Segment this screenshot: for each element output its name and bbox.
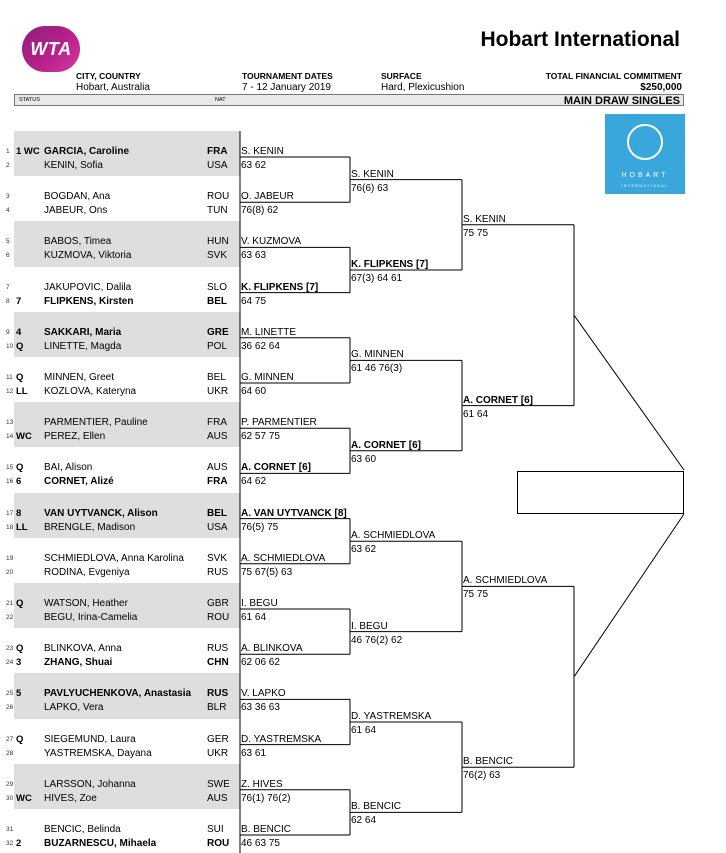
winner-name: A. VAN UYTVANCK [8] [241, 507, 347, 519]
player-nationality: GBR [207, 598, 229, 609]
player-nationality: AUS [207, 462, 228, 474]
player-name: JABEUR, Ons [44, 205, 108, 217]
winner-name: I. BEGU [351, 620, 388, 632]
draw-position: 18 [6, 523, 14, 531]
draw-position: 5 [6, 238, 10, 246]
player-name: BEGU, Irina-Camelia [44, 612, 138, 623]
match-score: 63 62 [351, 544, 377, 556]
player-nationality: SUI [207, 824, 224, 835]
entry-status: Q [16, 462, 24, 474]
player-nationality: UKR [207, 386, 229, 397]
dates-value: 7 - 12 January 2019 [242, 82, 331, 93]
match-score: 63 61 [241, 747, 267, 759]
dates-label: TOURNAMENT DATES [242, 71, 333, 81]
draw-position: 13 [6, 419, 14, 427]
player-name: YASTREMSKA, Dayana [44, 747, 152, 759]
match-score: 64 62 [241, 476, 267, 488]
winner-name: V. KUZMOVA [241, 236, 302, 248]
entry-status: LL [16, 521, 28, 533]
match-score: 67(3) 64 61 [351, 273, 403, 284]
winner-name: A. SCHMIEDLOVA [241, 552, 326, 564]
player-name: LAPKO, Vera [44, 702, 104, 714]
surface-value: Hard, Plexicushion [381, 82, 465, 93]
surface-label: SURFACE [381, 71, 422, 81]
entry-status: 2 [16, 838, 22, 849]
draw-position: 7 [6, 283, 10, 291]
city-label: CITY, COUNTRY [76, 71, 141, 81]
player-nationality: FRA [207, 476, 228, 488]
winner-name: A. CORNET [6] [351, 439, 421, 451]
player-name: GARCIA, Caroline [44, 146, 130, 157]
player-name: PAVLYUCHENKOVA, Anastasia [44, 688, 192, 700]
draw-position: 21 [6, 600, 14, 607]
player-nationality: SWE [207, 778, 230, 790]
player-nationality: ROU [207, 838, 230, 849]
winner-name: D. YASTREMSKA [351, 711, 432, 722]
entry-status: 4 [16, 326, 22, 338]
entry-status: LL [16, 386, 28, 397]
winner-name: V. LAPKO [241, 688, 286, 700]
match-score: 76(2) 63 [463, 770, 501, 782]
winner-name: S. KENIN [351, 168, 394, 180]
player-nationality: TUN [207, 205, 228, 217]
player-name: BABOS, Timea [44, 236, 112, 248]
player-nationality: HUN [207, 236, 229, 248]
draw-position: 16 [6, 478, 14, 486]
match-score: 46 76(2) 62 [351, 634, 403, 646]
match-score: 62 06 62 [241, 657, 280, 669]
entry-status: 8 [16, 507, 22, 519]
winner-name: B. BENCIC [351, 801, 402, 813]
tournament-title: Hobart International [480, 28, 680, 51]
player-name: HIVES, Zoe [44, 792, 97, 804]
wta-logo: WTA [22, 26, 80, 72]
player-nationality: BEL [207, 507, 227, 519]
winner-name: K. FLIPKENS [7] [351, 259, 429, 270]
draw-position: 27 [6, 735, 14, 743]
entry-status: WC [16, 431, 32, 443]
match-score: 63 36 63 [241, 702, 280, 714]
draw-position: 19 [6, 554, 14, 562]
draw-position: 30 [6, 794, 14, 802]
player-nationality: POL [207, 340, 228, 352]
match-score: 61 64 [351, 725, 377, 736]
player-nationality: FRA [207, 417, 227, 429]
city-value: Hobart, Australia [76, 82, 150, 93]
draw-position: 8 [6, 297, 10, 305]
winner-name: A. CORNET [6] [241, 462, 311, 474]
draw-position: 4 [6, 207, 10, 215]
player-nationality: RUS [207, 566, 229, 578]
entry-status: 7 [16, 295, 22, 307]
entry-status: Q [16, 340, 24, 352]
draw-position: 28 [6, 749, 14, 757]
player-nationality: BEL [207, 372, 226, 383]
match-score: 61 64 [463, 408, 489, 420]
draw-position: 2 [6, 162, 10, 169]
match-score: 75 67(5) 63 [241, 566, 293, 578]
winner-name: G. MINNEN [351, 349, 404, 361]
player-nationality: USA [207, 521, 228, 533]
winner-name: G. MINNEN [241, 372, 294, 383]
player-name: BENCIC, Belinda [44, 824, 121, 835]
player-nationality: AUS [207, 431, 228, 443]
entry-status: 3 [16, 657, 22, 669]
draw-position: 24 [6, 659, 14, 667]
winner-name: B. BENCIC [241, 824, 292, 835]
entry-status: Q [16, 598, 24, 609]
match-score: 61 46 76(3) [351, 363, 403, 375]
match-score: 76(6) 63 [351, 182, 389, 194]
entry-status: 5 [16, 688, 22, 700]
player-name: SAKKARI, Maria [44, 326, 122, 338]
match-score: 64 60 [241, 386, 267, 397]
match-score: 76(8) 62 [241, 205, 279, 217]
sponsor-line1: HOBART [621, 172, 669, 179]
bracket-line [574, 315, 684, 470]
match-score: 61 64 [241, 612, 267, 623]
draw-position: 17 [6, 509, 14, 517]
player-name: SIEGEMUND, Laura [44, 733, 136, 745]
match-score: 76(1) 76(2) [241, 792, 291, 804]
draw-position: 25 [6, 690, 14, 698]
winner-name: A. BLINKOVA [241, 643, 303, 655]
player-nationality: CHN [207, 657, 229, 669]
player-nationality: ROU [207, 612, 230, 623]
player-nationality: BLR [207, 702, 227, 714]
winner-name: M. LINETTE [241, 326, 297, 338]
player-nationality: RUS [207, 688, 229, 700]
draw-position: 9 [6, 328, 10, 336]
player-nationality: AUS [207, 792, 228, 804]
match-score: 46 63 75 [241, 838, 280, 849]
player-name: CORNET, Alizé [44, 476, 114, 488]
match-score: 62 57 75 [241, 431, 280, 443]
match-score: 63 60 [351, 453, 377, 465]
player-nationality: USA [207, 160, 228, 171]
player-nationality: SLO [207, 281, 228, 293]
player-nationality: FRA [207, 146, 228, 157]
match-score: 63 63 [241, 250, 267, 262]
player-name: PEREZ, Ellen [44, 431, 106, 443]
sponsor-line2: INTERNATIONAL [621, 184, 669, 188]
draw-position: 29 [6, 780, 14, 788]
match-score: 62 64 [351, 815, 377, 827]
status-label: STATUS [19, 97, 40, 103]
winner-name: D. YASTREMSKA [241, 733, 322, 745]
entry-status: Q [16, 372, 24, 383]
draw-position: 22 [6, 614, 14, 621]
draw-position: 14 [6, 433, 14, 441]
player-name: BRENGLE, Madison [44, 521, 136, 533]
winner-name: A. SCHMIEDLOVA [351, 530, 436, 542]
match-score: 63 62 [241, 160, 267, 171]
player-nationality: SVK [207, 250, 228, 262]
nat-label: NAT [215, 97, 226, 103]
match-score: 64 75 [241, 295, 267, 307]
player-name: VAN UYTVANCK, Alison [44, 507, 158, 519]
player-nationality: RUS [207, 643, 229, 655]
player-name: ZHANG, Shuai [44, 657, 113, 669]
winner-name: S. KENIN [241, 146, 284, 157]
winner-name: A. CORNET [6] [463, 394, 533, 406]
draw-position: 10 [6, 342, 14, 350]
player-name: LARSSON, Johanna [44, 778, 136, 790]
player-name: BLINKOVA, Anna [44, 643, 122, 655]
match-score: 75 75 [463, 589, 489, 601]
player-name: JAKUPOVIC, Dalila [44, 281, 132, 293]
player-nationality: GER [207, 733, 229, 745]
player-name: BAI, Alison [44, 462, 93, 474]
draw-position: 32 [6, 840, 14, 847]
player-name: FLIPKENS, Kirsten [44, 295, 134, 307]
player-name: RODINA, Evgeniya [44, 566, 130, 578]
winner-name: A. SCHMIEDLOVA [463, 575, 548, 587]
winner-name: P. PARMENTIER [241, 417, 317, 429]
draw-position: 31 [6, 826, 14, 833]
entry-status: WC [16, 792, 32, 804]
entry-status: Q [16, 643, 24, 655]
draw-position: 26 [6, 704, 14, 712]
draw-position: 20 [6, 568, 14, 576]
draw-position: 12 [6, 388, 14, 395]
player-name: BOGDAN, Ana [44, 191, 111, 203]
match-score: 36 62 64 [241, 340, 280, 352]
draw-position: 11 [6, 374, 13, 381]
draw-type: MAIN DRAW SINGLES [563, 95, 680, 107]
player-name: SCHMIEDLOVA, Anna Karolina [44, 552, 184, 564]
money-value: $250,000 [640, 82, 682, 93]
winner-name: B. BENCIC [463, 756, 514, 768]
player-name: PARMENTIER, Pauline [44, 417, 148, 429]
draw-position: 15 [6, 464, 14, 472]
player-name: WATSON, Heather [44, 598, 128, 609]
entry-status: 1 WC [16, 146, 40, 157]
match-score: 75 75 [463, 227, 489, 239]
player-name: MINNEN, Greet [44, 372, 115, 383]
player-nationality: GRE [207, 326, 229, 338]
winner-name: Z. HIVES [241, 778, 283, 790]
draw-position: 23 [6, 645, 14, 653]
entry-status: Q [16, 733, 24, 745]
player-name: KUZMOVA, Viktoria [44, 250, 132, 262]
match-score: 76(5) 75 [241, 521, 279, 533]
player-nationality: UKR [207, 747, 229, 759]
winner-name: K. FLIPKENS [7] [241, 281, 319, 293]
entry-status: 6 [16, 476, 22, 488]
winner-name: O. JABEUR [241, 191, 294, 203]
player-nationality: SVK [207, 552, 228, 564]
player-name: KENIN, Sofia [44, 160, 103, 171]
player-name: BUZARNESCU, Mihaela [44, 838, 157, 849]
winner-name: S. KENIN [463, 213, 506, 225]
bracket-line [574, 514, 684, 677]
money-label: TOTAL FINANCIAL COMMITMENT [545, 71, 682, 81]
player-name: LINETTE, Magda [44, 340, 122, 352]
draw-position: 6 [6, 252, 10, 260]
winner-name: I. BEGU [241, 598, 278, 609]
player-nationality: BEL [207, 295, 227, 307]
draw-position: 1 [6, 148, 10, 155]
player-name: KOZLOVA, Kateryna [44, 386, 137, 397]
player-nationality: ROU [207, 191, 230, 203]
draw-position: 3 [6, 193, 10, 201]
